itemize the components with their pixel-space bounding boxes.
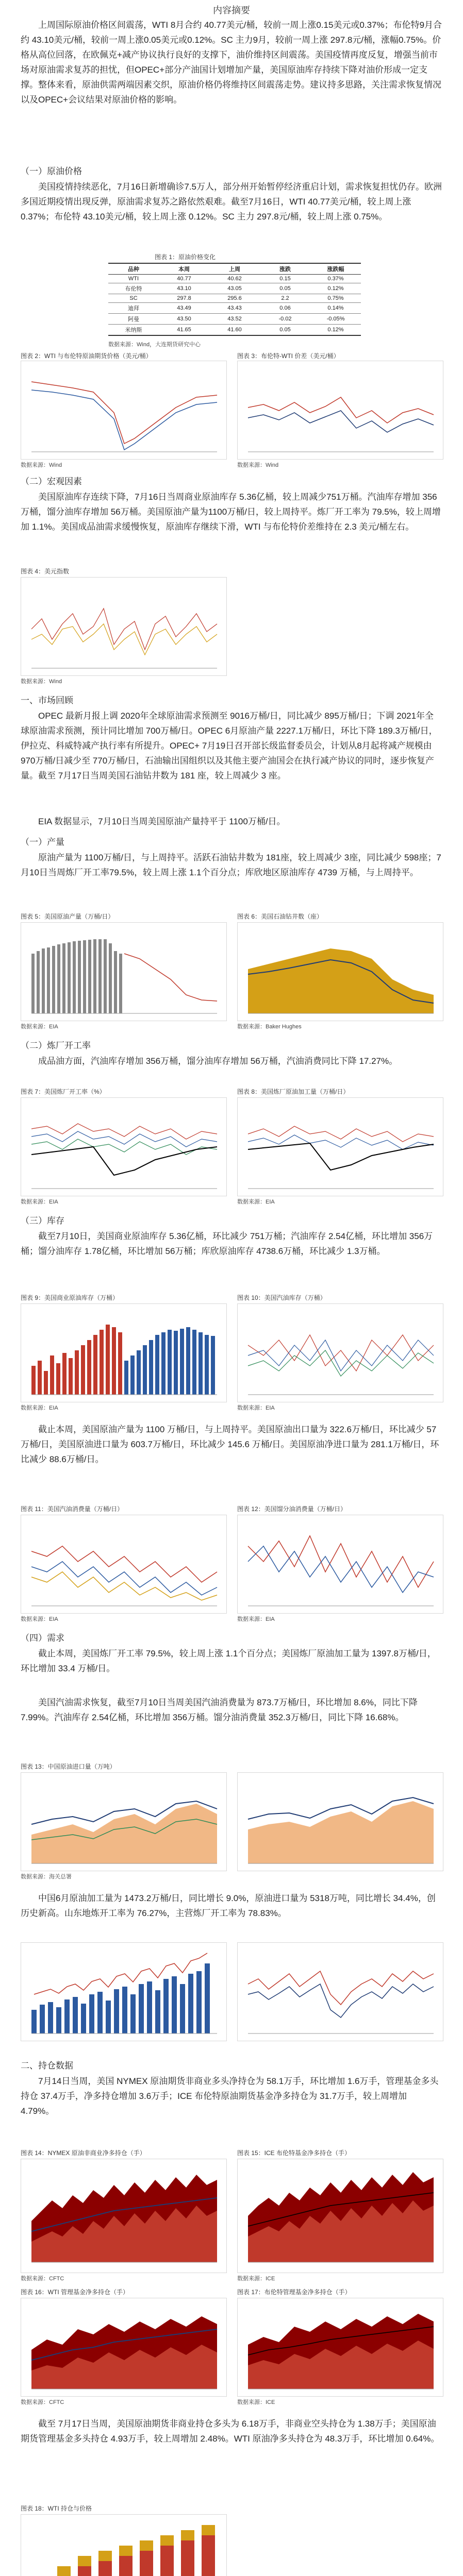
figure-caption: 图表 13：中国原油进口量（万吨）: [21, 1763, 116, 1770]
table-cell: 41.60: [209, 325, 260, 336]
table-cell: 297.8: [159, 294, 209, 303]
body-paragraph: EIA 数据显示，7月10日当周美国原油产量持平于 1100万桶/日。: [38, 817, 286, 826]
body-paragraph: 美国汽油需求恢复，截至7月10日当周美国汽油消费量为 873.7万桶/日，环比增加 8.6%，同比下降 7.99%。汽油库存 2.54亿桶，环比增加 356万桶。馏分油消费量 352.3万桶/日，同比下降 16.68%。: [21, 1698, 418, 1722]
figure-source: 数据来源：Wind: [21, 462, 62, 468]
figure-caption: 图表 10：美国汽油库存（万桶）: [237, 1294, 326, 1301]
figure-caption: 图表 17：布伦特管理基金净多持仓（手）: [237, 2289, 351, 2296]
figure-chart: [21, 577, 227, 676]
table-row: [108, 325, 361, 336]
figure-source: 数据来源：CFTC: [21, 2399, 64, 2405]
table-header-cell: 涨跌: [260, 263, 310, 275]
table-cell: 2.2: [260, 294, 310, 303]
table-header-cell: 品种: [108, 263, 159, 275]
stacked-area-chart-svg: [238, 2159, 443, 2273]
section-heading: 一、市场回顾: [21, 696, 73, 705]
figure-caption: 图表 15：ICE 布伦特基金净多持仓（手）: [237, 2149, 351, 2157]
table-row: [108, 303, 361, 314]
figure-source: 数据来源：Baker Hughes: [237, 1024, 302, 1030]
body-paragraph: 美国疫情持续恶化，7月16日新增确诊7.5万人，部分州开始暂停经济重启计划，需求恢复担忧仍存。欧洲多国近期疫情出现反弹，原油需求复苏之路依然艰难。截至7月16日，WTI 40.77美元/桶，较上周上涨 0.37%；布伦特 43.10美元/桶，较上周上涨 0.12%。SC 主力 297.8元/桶，较上周上涨 0.75%。: [21, 182, 442, 222]
figure-caption: 图表 4：美元指数: [21, 568, 70, 575]
table-cell: 43.52: [209, 314, 260, 325]
line-chart-svg: [21, 361, 226, 459]
figure-source: 数据来源：ICE: [237, 2399, 275, 2405]
body-paragraph: 原油产量为 1100万桶/日，与上周持平。活跃石油钻井数为 181座，较上周减少 3座，同比减少 598座；7月10日当周炼厂开工率79.5%，较上周上涨 1.1个百分点；库欣地区原油库存 4739 万桶，与上周持平。: [21, 853, 441, 877]
report-title: 内容摘要: [213, 5, 250, 15]
stacked-area-chart-svg: [238, 2298, 443, 2396]
figure-caption: 图表 12：美国馏分油消费量（万桶/日）: [237, 1505, 347, 1513]
figure-caption: 图表 14：NYMEX 原油非商业净多持仓（手）: [21, 2149, 146, 2157]
body-paragraph: 中国6月原油加工量为 1473.2万桶/日，同比增长 9.0%，原油进口量为 5318万吨，同比增长 34.4%，创历史新高。山东地炼开工率为 76.27%，主营炼厂开工率为 78.83%。: [21, 1893, 436, 1918]
table-header-cell: 本周: [159, 263, 209, 275]
area-line-chart-svg: [21, 1773, 226, 1871]
figure-chart: [237, 1772, 443, 1871]
figure-chart: [21, 1515, 227, 1614]
table-cell: 43.49: [159, 303, 209, 314]
figure-chart: [21, 2159, 227, 2273]
section-heading: （三）库存: [21, 1216, 64, 1226]
figure-caption: 图表 11：美国汽油消费量（万桶/日）: [21, 1505, 124, 1513]
figure-chart: [237, 1097, 443, 1196]
table-cell: 0.37%: [310, 275, 361, 283]
table-cell: 0.06: [260, 303, 310, 314]
stacked-area-chart-svg: [21, 2298, 226, 2396]
line-chart-svg: [21, 578, 226, 675]
figure-chart: [21, 1772, 227, 1871]
table-row: [108, 314, 361, 325]
multi-line-chart-svg: [238, 1304, 443, 1402]
figure-source: 数据来源：EIA: [21, 1616, 58, 1622]
multi-line-chart-svg: [21, 1098, 226, 1196]
table-cell: 0.12%: [310, 283, 361, 294]
figure-caption: 图表 8：美国炼厂原油加工量（万桶/日）: [237, 1088, 350, 1095]
figure-chart: [21, 1942, 227, 2041]
table-cell: 40.77: [159, 275, 209, 283]
body-paragraph: OPEC 最新月报上调 2020年全球原油需求预测至 9016万桶/日，同比减少 895万桶/日；下调 2021年全球原油需求预测，预计同比增加 700万桶/日。OPEC 6月原油产量 2227.1万桶/日，环比下降 189.3万桶/日，伊拉克、科威特减产执行率有所提升。OPEC+ 7月19日召开部长级监督委员会，计划从8月起将减产规模由 970万桶/日减少至 770万桶/日，石油输出国组织以及其他主要产油国会在执行减产协议的同时，逐步恢复产量。截至 7月17日当周美国石油钻井数为 181 座，较上周减少 3 座。: [21, 711, 438, 781]
figure-source: 数据来源：CFTC: [21, 2276, 64, 2282]
table-row: [108, 283, 361, 294]
figure-chart: [237, 922, 443, 1021]
figure-chart: [21, 1097, 227, 1196]
section-heading: （二）宏观因素: [21, 477, 82, 486]
bar-line-chart-svg: [21, 1943, 226, 2041]
table-header-cell: 上周: [209, 263, 260, 275]
line-chart-svg: [238, 361, 443, 459]
table-cell: 295.6: [209, 294, 260, 303]
table-cell: 0.05: [260, 283, 310, 294]
table-cell: 米纳斯: [108, 325, 159, 336]
figure-chart: [237, 1515, 443, 1614]
stacked-bar-chart-svg: [21, 2515, 226, 2576]
body-paragraph: 成品油方面，汽油库存增加 356万桶，馏分油库存增加 56万桶，汽油消费同比下降 17.27%。: [38, 1056, 398, 1066]
figure-caption: 图表 6：美国石油钻井数（座）: [237, 913, 323, 920]
table-cell: 0.05: [260, 325, 310, 336]
table-cell: 0.14%: [310, 303, 361, 314]
figure-caption: 图表 7：美国炼厂开工率（%）: [21, 1088, 106, 1095]
figure-source: 数据来源：EIA: [21, 1024, 58, 1030]
figure-source: 数据来源：ICE: [237, 2276, 275, 2282]
figure-chart: [237, 2159, 443, 2273]
table-cell: WTI: [108, 275, 159, 283]
section-heading: （四）需求: [21, 1633, 64, 1643]
stacked-area-chart-svg: [21, 2159, 226, 2273]
figure-caption: 图表 2：WTI 与布伦特原油期货价格（美元/桶）: [21, 352, 152, 360]
table-cell: 布伦特: [108, 283, 159, 294]
section-heading: （二）炼厂开工率: [21, 1041, 91, 1050]
multi-line-chart-svg: [238, 1515, 443, 1613]
figure-caption: 图表 9：美国商业原油库存（万桶）: [21, 1294, 119, 1301]
table-cell: 迪拜: [108, 303, 159, 314]
table-cell: 0.15: [260, 275, 310, 283]
body-paragraph: 截至7月10日，美国商业原油库存 5.36亿桶，环比减少 751万桶；汽油库存 2.54亿桶，环比增加 356万桶；馏分油库存 1.78亿桶，环比增加 56万桶；库欣原油库存 4738.6万桶，环比减少 1.3万桶。: [21, 1231, 433, 1256]
figure-caption: 图表 3：布伦特-WTI 价差（美元/桶）: [237, 352, 340, 360]
multi-line-chart-svg: [238, 1943, 443, 2041]
figure-chart: [21, 1303, 227, 1402]
body-paragraph: 截至 7月17日当周，美国原油期货非商业持仓多头为 6.18万手，非商业空头持仓为 1.38万手；美国原油期货管理基金多头持仓 4.93万手，较上周增加 2.48%。WTI 原油净多头持仓为 48.3万手，环比增加 0.64%。: [21, 2419, 440, 2444]
table-row: [108, 294, 361, 303]
body-paragraph: 7月14日当周，美国 NYMEX 原油期货非商业多头净持仓为 58.1万手，环比增加 1.6万手，管理基金多头持仓 37.4万手，净多持仓增加 3.6万手；ICE 布伦特原油期货基金净多持仓为 31.7万手，较上周增加 4.79%。: [21, 2076, 439, 2116]
figure-chart: [21, 2514, 227, 2576]
figure-chart: [237, 361, 443, 460]
price-table: [108, 263, 361, 336]
figure-source: 数据来源：Wind: [21, 679, 62, 685]
table-cell: 0.12%: [310, 325, 361, 336]
figure-chart: [21, 922, 227, 1021]
figure-source: 数据来源：EIA: [21, 1405, 58, 1411]
table-cell: -0.02: [260, 314, 310, 325]
figure-caption: 图表 5：美国原油产量（万桶/日）: [21, 913, 114, 920]
figure-chart: [21, 361, 227, 460]
figure-caption: 图表 18：WTI 持仓与价格: [21, 2505, 92, 2512]
section-heading: （一）原油价格: [21, 166, 82, 176]
table-caption: 图表 1：原油价格变化: [155, 253, 216, 261]
figure-chart: [237, 2298, 443, 2397]
multi-line-chart-svg: [238, 1098, 443, 1196]
figure-caption: 图表 16：WTI 管理基金净多持仓（手）: [21, 2289, 129, 2296]
area-chart-svg: [238, 923, 443, 1021]
bar-chart-svg: [21, 1304, 226, 1402]
section-heading: 二、持仓数据: [21, 2061, 73, 2071]
table-cell: -0.05%: [310, 314, 361, 325]
table-cell: 43.10: [159, 283, 209, 294]
body-paragraph: 截止本周，美国炼厂开工率 79.5%，较上周上涨 1.1个百分点；美国炼厂原油加工量为 1397.8万桶/日，环比增加 33.4 万桶/日。: [21, 1649, 436, 1673]
table-cell: 阿曼: [108, 314, 159, 325]
figure-chart: [237, 1303, 443, 1402]
table-cell: 43.43: [209, 303, 260, 314]
table-cell: SC: [108, 294, 159, 303]
table-cell: 43.50: [159, 314, 209, 325]
bar-line-chart-svg: [21, 923, 226, 1021]
price-table-grid: [108, 263, 361, 336]
body-paragraph: 美国原油库存连续下降，7月16日当周商业原油库存 5.36亿桶，较上周减少751万桶。汽油库存增加 356万桶，馏分油库存增加 56万桶。美国原油产量为1100万桶/日，较上周持平。炼厂开工率为 79.5%，较上周增加 1.1%。美国成品油需求缓慢恢复，原油库存继续下滑，WTI 与布伦特价差维持在 2.3 美元/桶左右。: [21, 492, 441, 532]
area-line-chart-svg: [238, 1773, 443, 1871]
table-cell: 43.05: [209, 283, 260, 294]
section-heading: （一）产量: [21, 837, 64, 847]
summary-paragraph: 上周国际原油价格区间震荡，WTI 8月合约 40.77美元/桶，较前一周上涨0.15美元或0.37%；布伦特9月合约 43.10美元/桶，较前一周上涨0.05美元或0.12%。SC 主力9月，较前一周上涨 297.8元/桶，涨幅0.75%。价格从高位回落，在欧佩克+减产协议执行良好的支撑下，油价维持区间震荡。美国疫情再度反复，增强当前市场对原油需求复苏的担忧，但OPEC+部分产油国计划增加产量，美国原油库存持续下降对油价形成一定支撑。整体来看，原油供需两端因素交织，原油价格仍将维持区间震荡走势。建议持多思路，关注需求恢复情况以及OPEC+会议结果对原油价格的影响。: [21, 20, 442, 105]
figure-source: 数据来源：海关总署: [21, 1874, 72, 1880]
table-cell: 0.75%: [310, 294, 361, 303]
figure-chart: [21, 2298, 227, 2397]
table-cell: 40.62: [209, 275, 260, 283]
table-header-cell: 涨跌幅: [310, 263, 361, 275]
table-cell: 41.65: [159, 325, 209, 336]
body-paragraph: 截止本周，美国原油产量为 1100 万桶/日，与上周持平。美国原油出口量为 322.6万桶/日，环比减少 57 万桶/日，美国原油进口量为 603.7万桶/日，环比减少 145.6 万桶/日。美国原油净进口量为 281.1万桶/日，环比减少 88.6万桶/日。: [21, 1425, 439, 1464]
figure-source: 数据来源：Wind: [237, 462, 279, 468]
figure-source: 数据来源：EIA: [237, 1405, 275, 1411]
figure-source: 数据来源：EIA: [237, 1199, 275, 1205]
figure-source: 数据来源：EIA: [237, 1616, 275, 1622]
multi-line-chart-svg: [21, 1515, 226, 1613]
figure-chart: [237, 1942, 443, 2041]
table-source: 数据来源：Wind，大连期货研究中心: [108, 342, 201, 348]
figure-source: 数据来源：EIA: [21, 1199, 58, 1205]
table-row: [108, 275, 361, 283]
